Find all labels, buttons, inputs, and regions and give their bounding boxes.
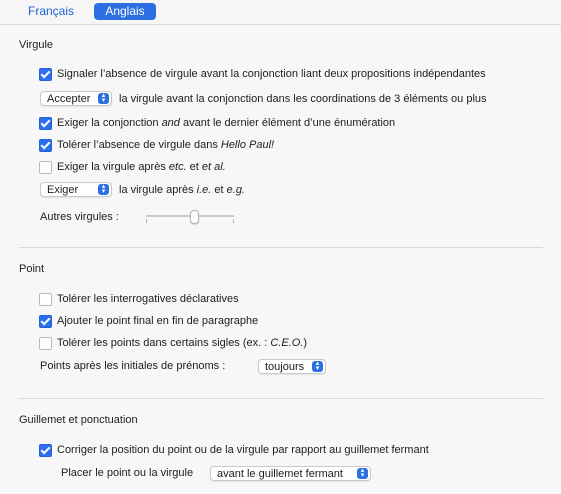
checkbox-checked[interactable] xyxy=(39,117,52,130)
checkbox-label: Tolérer les points dans certains sigles (ex. : C.E.O.) xyxy=(57,337,308,349)
slider-tick xyxy=(146,219,147,223)
tab-francais[interactable]: Français xyxy=(28,4,75,18)
popup-description-ie-eg: la virgule après i.e. et e.g. xyxy=(119,184,245,196)
label-points-initiales: Points après les initiales de prénoms : xyxy=(40,360,226,372)
checkbox-checked[interactable] xyxy=(39,68,52,81)
checkbox-label: Exiger la conjonction and avant le dernier élément d’une énumération xyxy=(57,117,396,129)
chevron-updown-icon: ▴ ▾ xyxy=(98,93,109,104)
popup-description-coordinations: la virgule avant la conjonction dans les coordinations de 3 éléments ou plus xyxy=(119,93,487,105)
section-title-point: Point xyxy=(19,263,45,275)
checkbox-label: Tolérer les interrogatives déclaratives xyxy=(57,293,239,305)
checkbox-checked[interactable] xyxy=(39,444,52,457)
popup-value: avant le guillemet fermant xyxy=(217,468,343,480)
section-title-virgule: Virgule xyxy=(19,39,54,51)
popup-exiger[interactable] xyxy=(40,182,112,197)
popup-value: toujours xyxy=(265,361,305,373)
chevron-updown-icon: ▴ ▾ xyxy=(312,361,323,372)
slider-label-autres-virgules: Autres virgules : xyxy=(40,211,119,223)
slider-tick xyxy=(233,219,234,223)
label-placer-point: Placer le point ou la virgule xyxy=(61,467,194,479)
tab-anglais[interactable]: Anglais xyxy=(94,3,156,20)
chevron-updown-icon: ▴ ▾ xyxy=(357,468,368,479)
tab-bar xyxy=(0,0,561,25)
checkbox-label: Exiger la virgule après etc. et et al. xyxy=(57,161,226,173)
checkbox-label: Ajouter le point final en fin de paragraphe xyxy=(57,315,259,327)
popup-toujours[interactable] xyxy=(258,359,326,374)
popup-value: Exiger xyxy=(47,184,79,196)
checkbox-checked[interactable] xyxy=(39,315,52,328)
checkbox-unchecked[interactable] xyxy=(39,161,52,174)
checkbox-label: Tolérer l’absence de virgule dans Hello Paul! xyxy=(57,139,275,151)
popup-accepter[interactable] xyxy=(40,91,112,106)
chevron-updown-icon: ▴ ▾ xyxy=(98,184,109,195)
checkbox-unchecked[interactable] xyxy=(39,293,52,306)
checkbox-label: Corriger la position du point ou de la virgule par rapport au guillemet fermant xyxy=(57,444,429,456)
popup-value: Accepter xyxy=(47,93,91,105)
popup-avant-guillemet[interactable] xyxy=(210,466,371,481)
divider xyxy=(19,247,543,248)
checkbox-unchecked[interactable] xyxy=(39,337,52,350)
section-title-guillemet: Guillemet et ponctuation xyxy=(19,414,138,426)
slider-knob[interactable] xyxy=(190,210,199,224)
settings-panel xyxy=(0,25,561,494)
checkbox-label: Signaler l’absence de virgule avant la conjonction liant deux propositions indépendantes xyxy=(57,68,486,80)
divider xyxy=(19,398,543,399)
checkbox-checked[interactable] xyxy=(39,139,52,152)
